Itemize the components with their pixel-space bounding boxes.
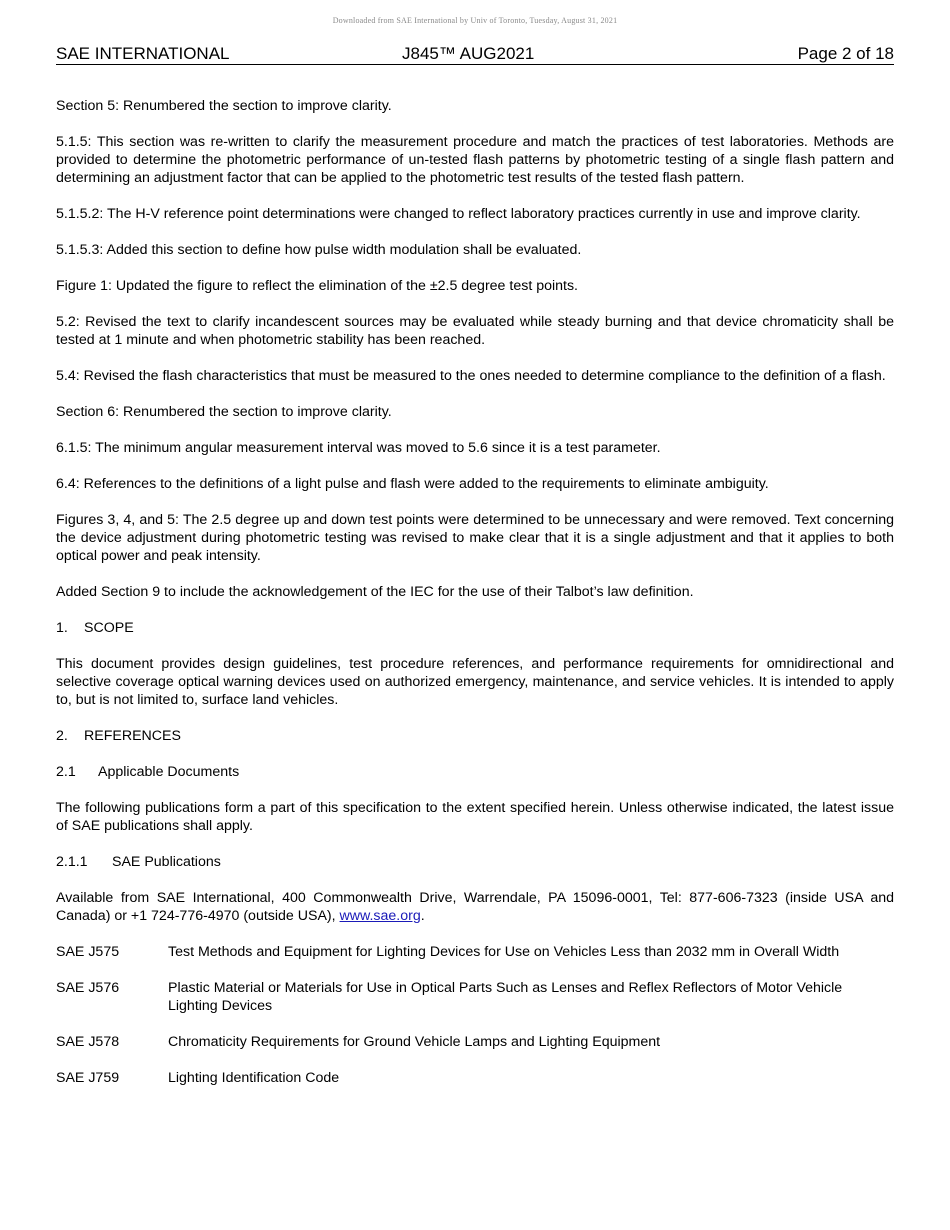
- document-body: [56, 97, 894, 1105]
- section-heading-references: [56, 727, 894, 745]
- download-watermark: Downloaded from SAE International by Univ of Toronto, Tuesday, August 31, 2021: [332, 16, 618, 25]
- reference-item: [56, 979, 894, 1015]
- section-title: REFERENCES: [84, 728, 181, 744]
- sae-website-link[interactable]: www.sae.org: [339, 908, 421, 924]
- change-note-5-2: 5.2: Revised the text to clarify incandescent sources may be evaluated while steady burning and that device chromaticity shall be tested at 1 minute and when photometric stability has been reached.: [56, 314, 894, 348]
- applicable-documents-text: The following publications form a part of this specification to the extent specified herein. Unless otherwise indicated, the latest issue of SAE publications shall apply.: [56, 800, 894, 834]
- change-note-5-4: 5.4: Revised the flash characteristics that must be measured to the ones needed to determine compliance to the definition of a flash.: [56, 368, 886, 384]
- change-note-figure1: Figure 1: Updated the figure to reflect the elimination of the ±2.5 degree test points.: [56, 278, 579, 294]
- reference-title: Lighting Identification Code: [168, 1070, 340, 1086]
- subsection-title: SAE Publications: [112, 854, 221, 870]
- change-note-6-4: 6.4: References to the definitions of a light pulse and flash were added to the requirements to eliminate ambiguity.: [56, 476, 769, 492]
- change-note-figures-3-4-5: Figures 3, 4, and 5: The 2.5 degree up and down test points were determined to be unnecessary and were removed. Text concerning the device adjustment during photometric testing was revised to make clear that it is a single adjustment and that it applies to both optical power and peak intensity.: [56, 512, 894, 564]
- subsection-title: Applicable Documents: [98, 764, 240, 780]
- section-heading-scope: [56, 619, 894, 637]
- reference-title: Test Methods and Equipment for Lighting Devices for Use on Vehicles Less than 2032 mm in Overall Width: [168, 944, 840, 960]
- change-note-5-1-5: 5.1.5: This section was re-written to clarify the measurement procedure and match the practices of test laboratories. Methods are provided to determine the photometric performance of un-tested flash patterns by photometric testing of a single flash pattern and determining an adjustment factor that can be applied to the photometric test results of the tested flash pattern.: [56, 134, 894, 186]
- reference-item: [56, 1033, 894, 1051]
- change-note-section6: Section 6: Renumbered the section to improve clarity.: [56, 404, 392, 420]
- change-note-section9: Added Section 9 to include the acknowledgement of the IEC for the use of their Talbot’s law definition.: [56, 584, 694, 600]
- reference-item: [56, 1069, 894, 1087]
- availability-text: Available from SAE International, 400 Commonwealth Drive, Warrendale, PA 15096-0001, Tel: 877-606-7323 (inside USA and Canada) or +1 724-776-4970 (outside USA),: [56, 890, 894, 924]
- reference-item: [56, 943, 894, 961]
- reference-code: SAE J578: [56, 1034, 120, 1050]
- reference-code: SAE J575: [56, 944, 120, 960]
- subsection-heading-applicable-documents: [56, 763, 894, 781]
- section-number: 1.: [56, 620, 68, 636]
- subsection-number: 2.1.1: [56, 854, 88, 870]
- reference-code: SAE J576: [56, 980, 120, 996]
- reference-title: Plastic Material or Materials for Use in Optical Parts Such as Lenses and Reflex Reflectors of Motor Vehicle Lighting Devices: [168, 980, 843, 1014]
- reference-title: Chromaticity Requirements for Ground Vehicle Lamps and Lighting Equipment: [168, 1034, 661, 1050]
- subsection-heading-sae-publications: [56, 853, 894, 871]
- subsection-number: 2.1: [56, 764, 76, 780]
- header-document-id: J845™ AUG2021: [402, 44, 535, 63]
- change-note-5-1-5-2: 5.1.5.2: The H-V reference point determinations were changed to reflect laboratory practices currently in use and improve clarity.: [56, 206, 861, 222]
- change-note-5-1-5-3: 5.1.5.3: Added this section to define how pulse width modulation shall be evaluated.: [56, 242, 582, 258]
- section-number: 2.: [56, 728, 68, 744]
- scope-text: This document provides design guidelines, test procedure references, and performance requirements for omnidirectional and selective coverage optical warning devices used on authorized emergency, maintenance, and service vehicles. It is intended to apply to, but is not limited to, surface land vehicles.: [56, 656, 894, 708]
- section-title: SCOPE: [84, 620, 134, 636]
- change-note-section5: Section 5: Renumbered the section to improve clarity.: [56, 98, 392, 114]
- sae-availability-text: [56, 889, 894, 925]
- availability-end: .: [420, 908, 425, 924]
- header-organization: SAE INTERNATIONAL: [56, 44, 230, 63]
- page-header: [56, 44, 894, 65]
- change-note-6-1-5: 6.1.5: The minimum angular measurement interval was moved to 5.6 since it is a test parameter.: [56, 440, 661, 456]
- reference-code: SAE J759: [56, 1070, 120, 1086]
- header-page-number: Page 2 of 18: [797, 44, 894, 63]
